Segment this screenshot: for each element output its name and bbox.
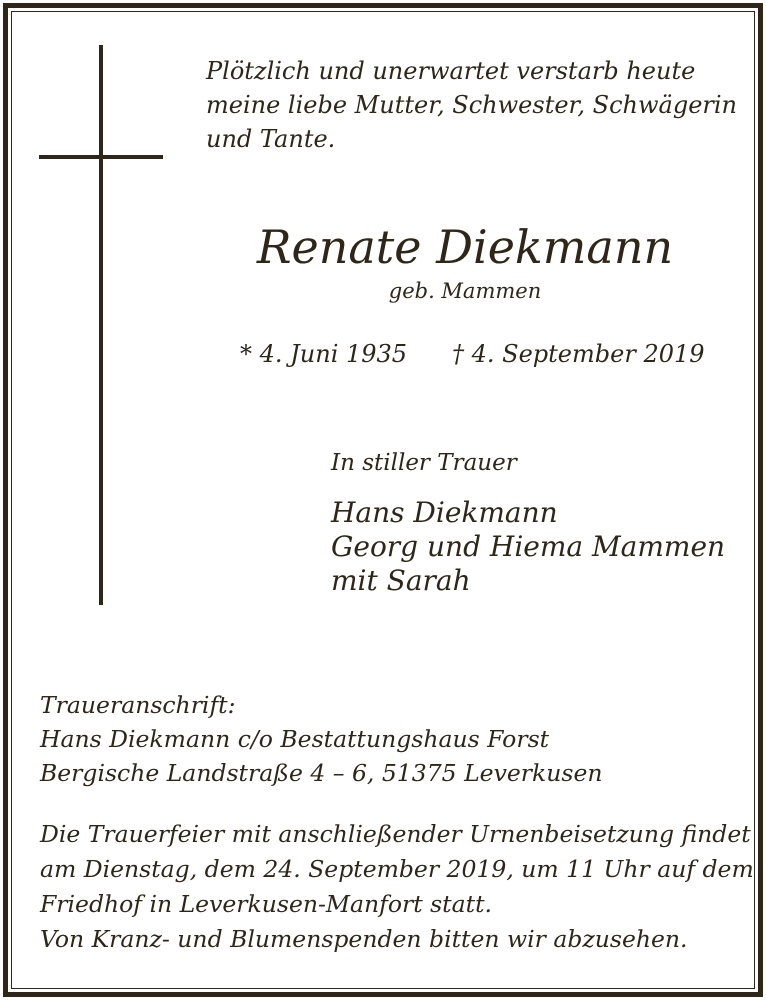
mourners-list [331, 496, 725, 598]
mourning-address [40, 688, 603, 790]
deceased-name: Renate Diekmann [256, 220, 674, 274]
mourner-name: mit Sarah [331, 564, 471, 597]
ceremony-line: am Dienstag, dem 24. September 2019, um 11 Uhr auf dem [40, 855, 754, 883]
ceremony-details [40, 817, 754, 957]
address-label: Traueranschrift: [40, 691, 236, 719]
death-date: † 4. September 2019 [452, 340, 705, 368]
address-line: Bergische Landstraße 4 – 6, 51375 Leverkusen [40, 759, 603, 787]
cross-horizontal-bar [39, 155, 163, 159]
intro-line: meine liebe Mutter, Schwester, Schwägerin [206, 91, 737, 119]
birth-date: * 4. Juni 1935 [240, 340, 408, 368]
intro-text [206, 54, 737, 156]
ceremony-line: Die Trauerfeier mit anschließender Urnenbeisetzung findet [40, 820, 751, 848]
mourner-name: Hans Diekmann [331, 496, 558, 529]
birth-name: geb. Mammen [388, 279, 542, 303]
mourning-label: In stiller Trauer [331, 450, 517, 476]
ceremony-line: Von Kranz- und Blumenspenden bitten wir abzusehen. [40, 925, 688, 953]
intro-line: und Tante. [206, 125, 336, 153]
ceremony-line: Friedhof in Leverkusen-Manfort statt. [40, 890, 492, 918]
address-line: Hans Diekmann c/o Bestattungshaus Forst [40, 725, 550, 753]
cross-vertical-bar [99, 45, 103, 605]
intro-line: Plötzlich und unerwartet verstarb heute [206, 57, 696, 85]
mourner-name: Georg und Hiema Mammen [331, 530, 726, 563]
